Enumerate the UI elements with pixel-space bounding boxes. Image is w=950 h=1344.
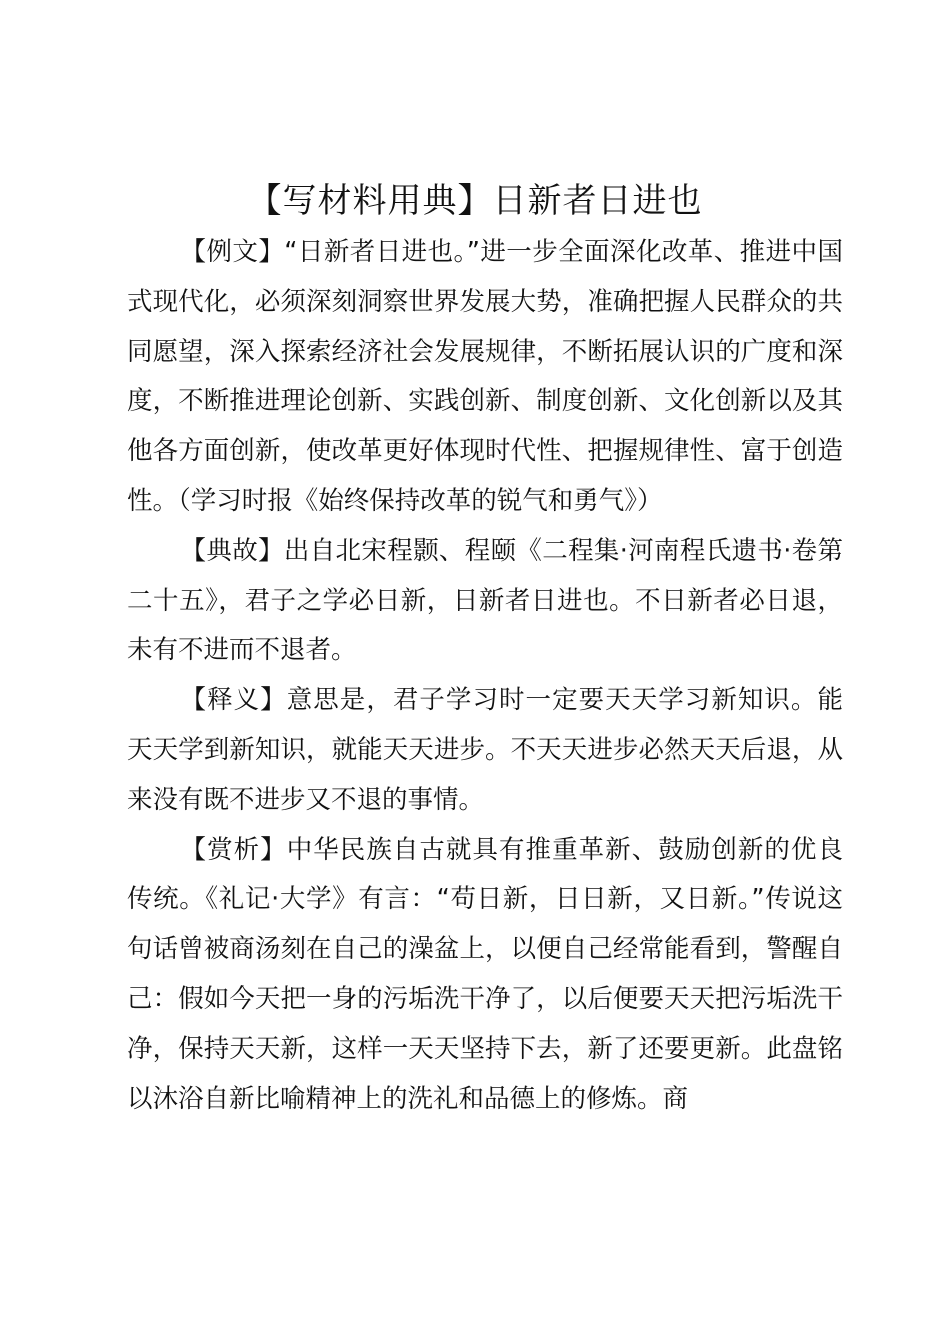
paragraph-appreciation xyxy=(127,826,843,1125)
paragraph-text: 出自北宋程颢、程颐《二程集·河南程氏遗书·卷第二十五》，君子之学必日新，日新者日进也。不日新者必日退，未有不进而不退者。 xyxy=(127,535,843,666)
paragraph-example xyxy=(127,228,843,527)
paragraph-tag: 【典故】 xyxy=(180,535,284,566)
paragraph-tag: 【释义】 xyxy=(180,685,287,716)
document-body xyxy=(127,228,843,1124)
paragraph-allusion xyxy=(127,527,843,676)
paragraph-tag: 【例文】 xyxy=(180,237,285,267)
paragraph-text: “日新者日进也。”进一步全面深化改革、推进中国式现代化，必须深刻洞察世界发展大势，准确把握人民群众的共同愿望，深入探索经济社会发展规律，不断拓展认识的广度和深度，不断推进理论创新、实践创新、制度创新、文化创新以及其他各方面创新，使改革更好体现时代性、把握规律性、富于创造性。（学习时报《始终保持改革的锐气和勇气》） xyxy=(127,237,843,516)
document-title: 【写材料用典】日新者日进也 xyxy=(247,181,703,221)
paragraph-text: 意思是，君子学习时一定要天天学习新知识。能天天学到新知识，就能天天进步。不天天进步必然天天后退，从来没有既不进步又不退的事情。 xyxy=(127,685,843,815)
paragraph-text: 中华民族自古就具有推重革新、鼓励创新的优良传统。《礼记·大学》有言：“苟日新，日日新，又日新。”传说这句话曾被商汤刻在自己的澡盆上，以便自己经常能看到，警醒自己：假如今天把一身的污垢洗干净了，以后便要天天把污垢洗干净，保持天天新，这样一天天坚持下去，新了还要更新。此盘铭以沐浴自新比喻精神上的洗礼和品德上的修炼。商 xyxy=(127,834,843,1114)
paragraph-tag: 【赏析】 xyxy=(180,834,287,865)
paragraph-meaning xyxy=(127,676,843,825)
